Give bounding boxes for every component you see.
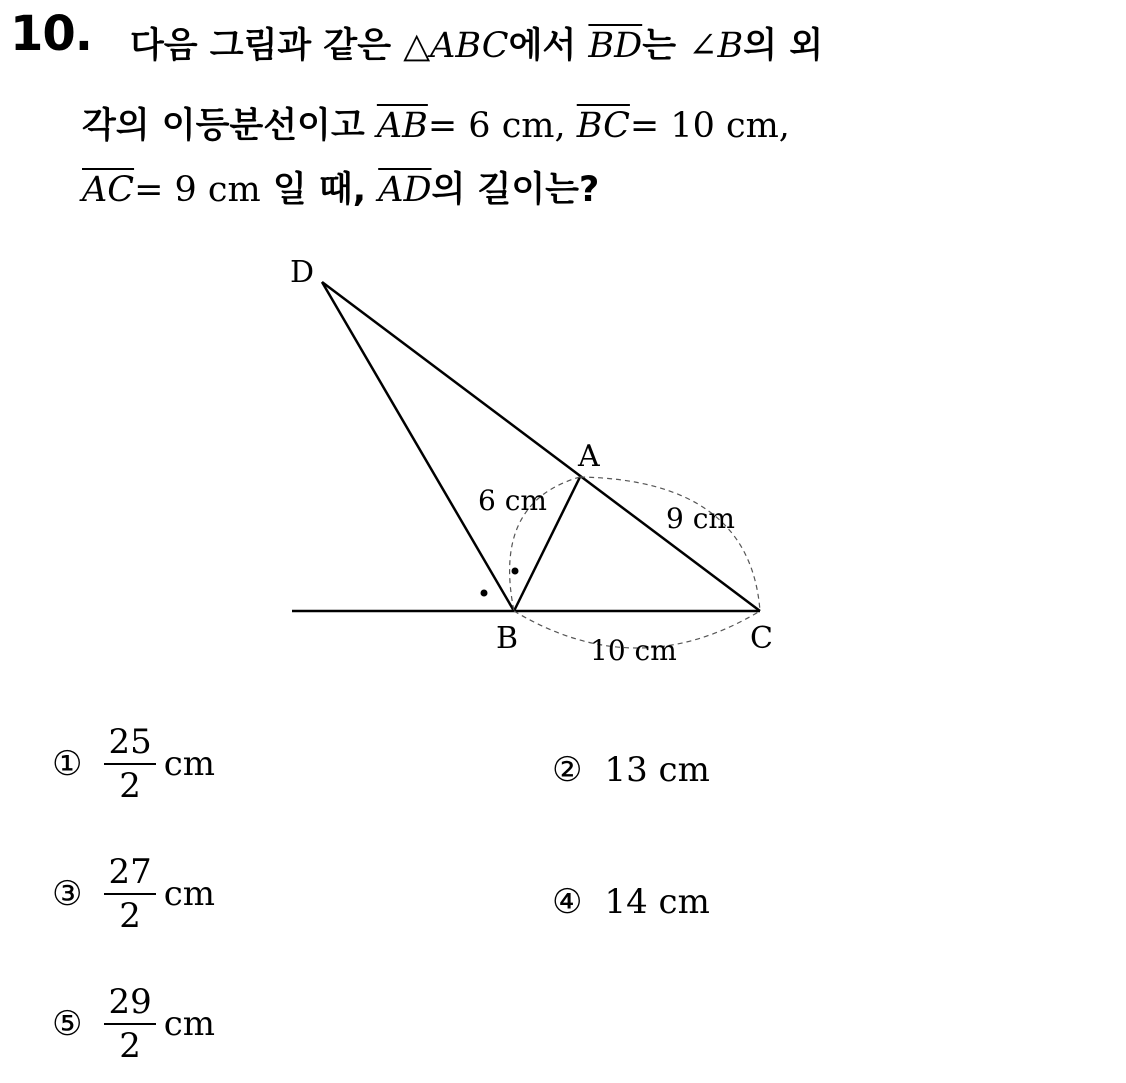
choice-3[interactable] (52, 852, 216, 936)
label-point-b: B (496, 621, 519, 656)
text-segment: 다음 그림과 같은 (130, 26, 404, 66)
segment-ab-value: = 6 cm, (427, 106, 577, 146)
unit: cm (163, 744, 216, 784)
text-segment: 의 길이는? (431, 170, 600, 210)
denominator: 2 (119, 1026, 141, 1066)
fraction (104, 982, 155, 1066)
triangle-symbol: △ (403, 26, 431, 66)
text-segment: 각의 이등분선이고 (82, 106, 377, 146)
choice-value: 14 cm (604, 882, 710, 922)
label-length-ac: 9 cm (666, 502, 735, 535)
segment-ac: $\overline{AC}$ (82, 170, 135, 210)
choice-value: 13 cm (604, 750, 710, 790)
text-segment: 에서 (508, 26, 589, 66)
fraction (104, 722, 155, 806)
choice-1[interactable] (52, 722, 216, 806)
choice-number: ① (52, 744, 83, 784)
unit: cm (163, 1004, 216, 1044)
numerator: 25 (104, 725, 155, 765)
choice-4[interactable] (552, 882, 710, 922)
choice-2[interactable] (552, 750, 710, 790)
angle-vertex: B (717, 26, 744, 66)
question-number: 10. (10, 6, 93, 62)
segment-ad: $\overline{AD}$ (378, 170, 432, 210)
segment-ab: $\overline{AB}$ (376, 106, 428, 146)
label-point-c: C (750, 621, 773, 656)
denominator: 2 (119, 896, 141, 936)
angle-mark-outer (481, 590, 488, 597)
label-length-bc: 10 cm (590, 634, 677, 667)
segment-ac-value: = 9 cm (134, 170, 261, 210)
question-text-line-3 (82, 162, 599, 212)
segment-db (322, 282, 514, 611)
triangle-name: ABC (430, 26, 509, 66)
text-segment: 는 (642, 26, 689, 66)
choice-number: ⑤ (52, 1004, 83, 1044)
choice-number: ② (552, 750, 583, 790)
label-point-a: A (578, 439, 600, 474)
angle-mark-inner (512, 568, 519, 575)
text-segment: 의 외 (743, 26, 824, 66)
angle-symbol: ∠ (688, 26, 718, 66)
question-text-line-1 (130, 18, 823, 68)
segment-bc: $\overline{BC}$ (576, 106, 630, 146)
segment-dc (322, 282, 760, 611)
segment-bd: $\overline{BD}$ (588, 26, 643, 66)
segment-bc-value: = 10 cm, (629, 106, 790, 146)
label-length-ab: 6 cm (478, 484, 547, 517)
label-point-d: D (290, 255, 315, 290)
numerator: 29 (104, 985, 155, 1025)
fraction (104, 852, 155, 936)
triangle-figure (270, 240, 810, 680)
choice-number: ③ (52, 874, 83, 914)
text-segment: 일 때, (260, 170, 379, 210)
choice-number: ④ (552, 882, 583, 922)
denominator: 2 (119, 766, 141, 806)
question-text-line-2 (82, 98, 790, 148)
unit: cm (163, 874, 216, 914)
numerator: 27 (104, 855, 155, 895)
choice-5[interactable] (52, 982, 216, 1066)
